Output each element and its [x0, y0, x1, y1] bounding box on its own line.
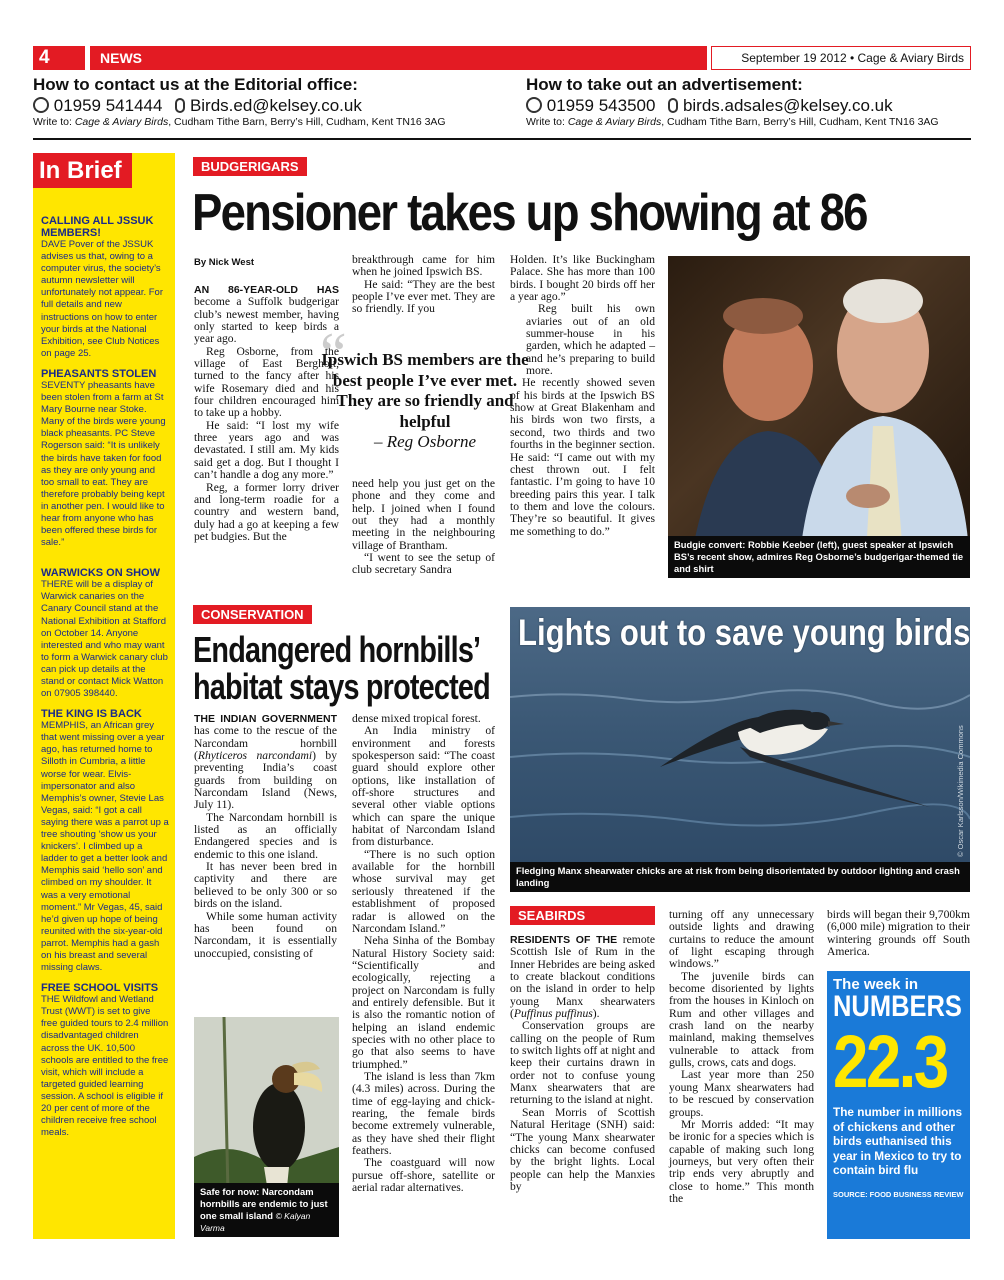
hornbill-text: Neha Sinha of the Bombay Natural History Society said: “Scientifically and ecologically, rejecting a project on Narcondam is fully and entirely defensible. But it is also the romantic notion of helping an island endemic species with no other place to go that also seems to have triumphed.”: [352, 934, 495, 1071]
two-men-photo-icon: [668, 256, 970, 578]
budgie-lead: AN 86-YEAR-OLD HAS: [194, 284, 339, 296]
page-header: [33, 46, 971, 70]
pull-quote-text: Ipswich BS members are the best people I’ve ever met. They are so friendly and helpful: [321, 350, 529, 431]
budgie-byline: By Nick West: [194, 257, 255, 268]
seabird-text: turning off any unnecessary outside lights and drawing curtains to reduce the amount of light escaping through windows.”: [669, 908, 814, 971]
brief-item-text: THE Wildfowl and Wetland Trust (WWT) is set to give free guided tours to 2.4 million disadvantaged children across the UK. 10,500 schools are entitled to the free visit, which will include a targeted guided learning session. A school is eligible if 20 per cent of more of the children receive free school meals.: [41, 994, 169, 1139]
hornbill-tag: [193, 605, 312, 624]
pull-quote: [320, 321, 530, 452]
budgie-text: Reg Osborne, from the village of East Bergholt, turned to the fancy after his wife Rosemary died and his four children encouraged him to take up a hobby.: [194, 344, 339, 420]
hornbill-text: has come to the rescue of the Narcondam hornbill (: [194, 724, 337, 763]
numbers-text: The number in millions of chickens and other birds euthanised this year in Mexico to try to contain bird flu: [833, 1105, 963, 1177]
seabird-text: Last year more than 250 young Manx shearwaters had to be rescued by conservation groups.: [669, 1068, 814, 1119]
seabird-headline: Lights out to save young birds: [518, 612, 970, 653]
seabird-col3: [827, 909, 970, 958]
seabird-col1: [510, 934, 655, 1193]
hornbill-text: ) by preventing India’s coast guards from building on Narcondam Island (News, July 11).: [194, 749, 338, 812]
seabird-text: Conservation groups are calling on the people of Rum to switch lights off at night and keep their curtains drawn in order not to confuse young Manx shearwaters that are returning to the island at night.: [510, 1019, 655, 1107]
in-brief-sidebar: [33, 153, 175, 1239]
hornbill-lead: THE INDIAN GOVERNMENT: [194, 713, 337, 725]
budgie-text: “I went to see the setup of club secretary Sandra: [352, 551, 495, 577]
budgie-photo: [668, 256, 970, 578]
editorial-email[interactable]: Birds.ed@kelsey.co.uk: [189, 96, 362, 115]
budgie-text: become a Suffolk budgerigar club’s newest member, having only started to keep birds a year ago.: [194, 295, 339, 346]
hornbill-text: The Narcondam hornbill is listed as an officially Endangered species and is endemic to this one island.: [194, 810, 337, 861]
hornbill-photo: [194, 1017, 339, 1237]
hornbill-text: It has never been bred in captivity and there are believed to be only 300 or so birds on the island.: [194, 860, 337, 911]
in-brief-title: In Brief: [33, 153, 132, 188]
phone-icon: [526, 97, 542, 113]
seabird-tag: [510, 906, 655, 925]
brief-item-heading: WARWICKS ON SHOW: [41, 567, 160, 580]
seabird-lead: RESIDENTS OF THE: [510, 934, 618, 946]
hornbill-text: An India ministry of environment and forests spokesperson said: “The coast guard should explore other options, like installation of off-shore structures and several other viable options which can spare the unique habitat of Narcondam Island from disturbance.: [352, 724, 495, 849]
brief-item-text: DAVE Pover of the JSSUK advises us that, owing to a computer virus, the society’s autumn newsletter will unfortunately not appear. For full details and new instructions on how to enter your birds at the National Exhibition, see Club Notices on page 25.: [41, 239, 163, 359]
seabird-text: remote Scottish Isle of Rum in the Inner Hebrides are being asked to create blackout conditions on the island in order to help young Manx shearwaters (: [510, 933, 655, 1021]
advert-write-addr: , Cudham Tithe Barn, Berry’s Hill, Cudham, Kent TN16 3AG: [661, 116, 939, 128]
hornbill-headline-2: habitat stays protected: [193, 666, 490, 707]
hornbill-text: “There is no such option available for the hornbill whose survival may get seriously threatened if the establishment of proposed radar is allowed on the Narcondam Island.”: [352, 847, 495, 935]
section-tag: BUDGERIGARS: [193, 157, 307, 176]
budgie-text: Holden. It’s like Buckingham Palace. She has more than 100 birds. I bought 20 birds off her a year ago.”: [510, 253, 655, 304]
hornbill-text: The island is less than 7km (4.3 miles) across. During the time of egg-laying and chick-rearing, the female birds become extremely vulnerable, as they have shed their flight feathers.: [352, 1069, 495, 1158]
brief-item-text: MEMPHIS, an African grey that went missing over a year ago, has returned home to Silloth in Cumbria, a little worse for wear. Elvis-impersonator and also Memphis’s owner, Stevie Las Vegas, said: “I got a call saying there was a parrot up a tree shouting ‘show us your knickers’. I climbed up a ladder to get a better look and Memphis said ‘hello son’ and climbed on my shoulder. It was a very emotional moment.” Mr Vegas, 45, said he’d given up hope of being reunited with the six-year-old parrot. Memphis had a gash on his breast and several missing claws.: [41, 720, 169, 974]
seabird-caption: Fledging Manx shearwater chicks are at risk from being disorientated by outdoor lighting and crash landing: [510, 862, 970, 892]
budgie-col2: [352, 254, 495, 316]
advert-phone[interactable]: 01959 543500: [546, 96, 656, 115]
brief-item-heading: FREE SCHOOL VISITS: [41, 982, 159, 995]
seabird-text: The juvenile birds can become disoriented by lights from the houses in Kinloch on Rum and other villages and crash land on the nearby mainland, making themselves vulnerable to attack from gulls, crows, cats and dogs.: [669, 969, 814, 1070]
section-tag: SEABIRDS: [510, 906, 655, 925]
budgie-text: breakthrough came for him when he joined Ipswich BS.: [352, 253, 495, 279]
seabird-col2: [669, 909, 814, 1205]
hornbill-text: The coastguard will now pursue off-shore, satellite or aerial radar alternatives.: [352, 1156, 495, 1195]
shearwater-photo: [510, 607, 970, 892]
dateline: September 19 2012 • Cage & Aviary Birds: [711, 46, 971, 70]
page-number: 4: [33, 46, 85, 70]
numbers-title-big: NUMBERS: [833, 990, 962, 1023]
phone-icon: [33, 97, 49, 113]
budgie-text: He said: “I lost my wife three years ago and was devastated. I still am. My kids said get a dog. But I thought I can’t handle a dog any more.”: [194, 418, 339, 482]
advert-contact-title: How to take out an advertisement:: [526, 75, 803, 94]
editorial-phone[interactable]: 01959 541444: [53, 96, 163, 115]
seabird-text: Mr Morris added: “It may be ironic for a species which is capable of making such long journeys, but very often their trip ends very abruptly and close to home.” This month the: [669, 1117, 814, 1205]
advert-write-pub: Cage & Aviary Birds: [567, 116, 662, 128]
hornbill-credit: © Kalyan Varma: [200, 1211, 311, 1233]
numbers-value: 22.3: [833, 1020, 947, 1103]
budgie-col2b: [352, 478, 495, 577]
hornbill-caption: [194, 1183, 339, 1237]
hornbill-caption-text: Safe for now: Narcondam hornbills are endemic to just one small island: [200, 1186, 328, 1221]
mouse-icon: [668, 98, 678, 113]
seabird-text: Sean Morris of Scottish Natural Heritage (SNH) said: “The young Manx shearwater chicks can become confused by the bright lights. Local people can help the Manxies by: [510, 1105, 655, 1193]
seabird-latin: Puffinus puffinus: [513, 1007, 593, 1021]
header-divider: [33, 138, 971, 140]
advert-contact: [526, 75, 976, 129]
editorial-write-prefix: Write to:: [33, 116, 75, 128]
budgie-text: need help you just get on the phone and they come and help. I joined when I found out they had a monthly meeting in the neighbouring village of Brantham.: [352, 477, 495, 552]
advert-email[interactable]: birds.adsales@kelsey.co.uk: [682, 96, 893, 115]
week-in-numbers: [827, 971, 970, 1239]
section-tag: CONSERVATION: [193, 605, 312, 624]
numbers-title-small: The week in: [833, 976, 919, 993]
budgie-tag: [193, 157, 307, 176]
hornbill-latin: Rhyticeros narcondami: [197, 749, 313, 763]
editorial-contact-title: How to contact us at the Editorial office:: [33, 75, 358, 94]
editorial-write-pub: Cage & Aviary Birds: [74, 116, 169, 128]
in-brief-items: [41, 215, 169, 1139]
brief-item-text: THERE will be a display of Warwick canaries on the Canary Council stand at the National Exhibition at Stafford on October 14. Anyone interested and who may want to form a Warwick canary club can pick up details at the stand or contact Mick Watton on 07905 398440.: [41, 579, 168, 700]
brief-item-heading: THE KING IS BACK: [41, 708, 142, 721]
advert-write-prefix: Write to:: [526, 116, 568, 128]
seabird-text: ).: [592, 1007, 600, 1021]
budgie-text: Reg, a former lorry driver and long-term roadie for a country and western band, duly had a go at keeping a few pet budgies. But the: [194, 480, 339, 543]
brief-item-text: SEVENTY pheasants have been stolen from a farm at St Mary Bourne near Stoke. Many of the birds were young black pheasants. PC Steve Rogerson said: “It is unlikely the birds have taken for food as they are only young and too small to eat. They are therefore probably being kept in another pen. I would like to hear from anyone who has been offered these birds for sale.”: [41, 379, 166, 549]
budgie-text: He said: “They are the best people I’ve ever met. They are so friendly. If you: [352, 277, 495, 316]
budgie-col3: [510, 254, 655, 538]
seabird-photo-credit: © Oscar Karlsson/Wikimedia Commons: [956, 725, 965, 857]
budgie-caption: Budgie convert: Robbie Keeber (left), guest speaker at Ipswich BS’s recent show, admires Reg Osborne’s budgerigar-themed tie and shirt: [668, 536, 970, 578]
budgie-headline: Pensioner takes up showing at 86: [192, 184, 867, 242]
numbers-source: SOURCE: FOOD BUSINESS REVIEW: [833, 1189, 964, 1199]
hornbill-headline-1: Endangered hornbills’: [193, 629, 481, 670]
seabird-text: birds will began their 9,700km (6,000 mile) migration to their wintering grounds off South America.: [827, 908, 970, 959]
budgie-text: Reg built his own aviaries out of an old summer-house in his garden, which he adapted – and he’s preparing to build more.: [526, 302, 655, 378]
brief-item-heading: CALLING ALL JSSUK MEMBERS!: [41, 215, 154, 239]
editorial-contact: [33, 75, 513, 129]
hornbill-col2: [352, 713, 495, 1194]
section-label: NEWS: [90, 46, 707, 70]
pull-quote-attr: – Reg Osborne: [374, 432, 476, 451]
hornbill-text: dense mixed tropical forest.: [352, 712, 481, 725]
hornbill-text: While some human activity has been found on Narcondam, it is essentially unoccupied, consisting of: [194, 909, 337, 960]
brief-item-heading: PHEASANTS STOLEN: [41, 367, 157, 380]
budgie-text: He recently showed seven of his birds at the Ipswich BS show at Great Blakenham and his birds won two firsts, a second, two thirds and two fourths in the beginner section. He said: “I came out with my chest thrown out. I felt fantastic. I’m going to have 10 breeding pairs this year. I talk to them and love the colours. They’re so beautiful. It gives me something to do.”: [510, 376, 655, 538]
budgie-col1: [194, 284, 339, 543]
mouse-icon: [175, 98, 185, 113]
hornbill-col1: [194, 713, 337, 960]
editorial-write-addr: , Cudham Tithe Barn, Berry’s Hill, Cudham, Kent TN16 3AG: [168, 116, 446, 128]
quote-mark-icon: “: [320, 321, 347, 387]
